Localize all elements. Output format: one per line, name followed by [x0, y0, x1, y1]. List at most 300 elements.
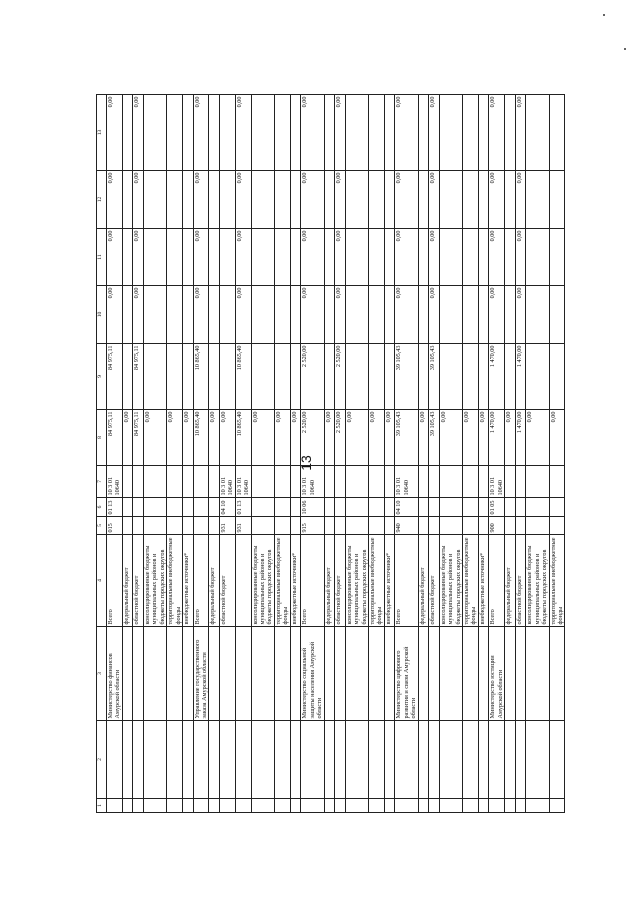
- table-cell: [368, 466, 384, 498]
- table-cell: консолидированные бюджеты муниципальных районов и бюджеты городских округов: [526, 535, 549, 627]
- table-cell: консолидированные бюджеты муниципальных районов и бюджеты городских округов: [251, 535, 274, 627]
- table-cell: 0,00: [335, 95, 346, 171]
- table-cell: 0,00: [133, 171, 144, 229]
- table-cell: [335, 627, 346, 721]
- table-cell: 1 470,00: [489, 344, 505, 410]
- table-cell: [505, 721, 516, 799]
- table-cell: [122, 799, 133, 813]
- table-cell: [345, 229, 368, 286]
- table-cell: внебюджетные источники*: [478, 535, 489, 627]
- table-cell: 0,00: [335, 171, 346, 229]
- table-cell: [324, 799, 335, 813]
- table-cell: [489, 721, 505, 799]
- table-cell: территориальные внебюджетные фонды: [274, 535, 290, 627]
- header-cell: 8: [97, 410, 107, 466]
- table-cell: [478, 171, 489, 229]
- table-cell: 10 3 01 10640: [395, 466, 418, 498]
- table-cell: 0,00: [107, 286, 123, 344]
- table-cell: 0,00: [335, 229, 346, 286]
- table-cell: [505, 95, 516, 171]
- table-cell: 0,00: [290, 410, 301, 466]
- table-cell: [478, 627, 489, 721]
- table-cell: [183, 229, 194, 286]
- table-cell: [368, 344, 384, 410]
- table-cell: 39 105,43: [395, 344, 418, 410]
- table-row: [418, 95, 429, 813]
- table-cell: [290, 344, 301, 410]
- table-cell: 01 05: [489, 498, 505, 517]
- table-cell: Всего: [395, 535, 418, 627]
- table-cell: [209, 286, 220, 344]
- table-cell: территориальные внебюджетные фонды: [549, 535, 565, 627]
- table-cell: 0,00: [549, 410, 565, 466]
- table-cell: [462, 498, 478, 517]
- table-cell: [290, 95, 301, 171]
- table-cell: 2 520,00: [335, 410, 346, 466]
- table-cell: [462, 466, 478, 498]
- table-cell: [478, 721, 489, 799]
- table-cell: 0,00: [235, 286, 251, 344]
- table-cell: [167, 344, 183, 410]
- table-cell: [462, 799, 478, 813]
- table-cell: [418, 95, 429, 171]
- table-cell: [274, 498, 290, 517]
- table-cell: [122, 229, 133, 286]
- table-cell: [478, 466, 489, 498]
- table-cell: [418, 721, 429, 799]
- table-cell: 940: [395, 517, 418, 535]
- table-cell: [133, 498, 144, 517]
- table-cell: 0,00: [301, 229, 324, 286]
- table-cell: 0,00: [133, 286, 144, 344]
- table-cell: [478, 498, 489, 517]
- table-row: [384, 95, 395, 813]
- table-cell: [478, 344, 489, 410]
- table-cell: [384, 344, 395, 410]
- table-cell: 900: [489, 517, 505, 535]
- table-cell: Управление государственного заказа Амурской области: [193, 627, 209, 721]
- table-cell: 10 3 01 10640: [301, 466, 324, 498]
- table-cell: 0,00: [167, 410, 183, 466]
- table-row: [515, 95, 526, 813]
- table-cell: [505, 517, 516, 535]
- table-cell: 0,00: [429, 229, 440, 286]
- table-cell: [505, 344, 516, 410]
- table-cell: [251, 344, 274, 410]
- table-cell: [183, 517, 194, 535]
- table-cell: 0,00: [418, 410, 429, 466]
- table-row: [324, 95, 335, 813]
- table-cell: [209, 799, 220, 813]
- table-cell: [209, 466, 220, 498]
- table-cell: [439, 286, 462, 344]
- table-cell: [418, 229, 429, 286]
- table-cell: [167, 627, 183, 721]
- table-cell: [515, 721, 526, 799]
- table-cell: 915: [301, 517, 324, 535]
- table-cell: [526, 171, 549, 229]
- table-cell: федеральный бюджет: [122, 535, 133, 627]
- table-cell: [183, 721, 194, 799]
- table-cell: 0,00: [395, 95, 418, 171]
- table-cell: [429, 466, 440, 498]
- table-cell: [274, 171, 290, 229]
- table-row: [274, 95, 290, 813]
- table-row: [220, 95, 236, 813]
- table-cell: [526, 229, 549, 286]
- table-cell: [144, 799, 167, 813]
- page-number: 13: [297, 455, 314, 471]
- table-cell: [251, 517, 274, 535]
- table-cell: 0,00: [301, 171, 324, 229]
- table-cell: 39 105,43: [429, 344, 440, 410]
- table-cell: [183, 171, 194, 229]
- table-cell: 0,00: [107, 95, 123, 171]
- table-cell: [489, 799, 505, 813]
- table-cell: 0,00: [193, 171, 209, 229]
- table-cell: [549, 286, 565, 344]
- table-cell: [193, 517, 209, 535]
- table-cell: 0,00: [235, 171, 251, 229]
- table-cell: [368, 627, 384, 721]
- table-cell: [167, 517, 183, 535]
- table-cell: [324, 344, 335, 410]
- table-cell: [439, 498, 462, 517]
- table-cell: [122, 517, 133, 535]
- table-cell: [324, 229, 335, 286]
- table-cell: [335, 517, 346, 535]
- table-cell: [418, 627, 429, 721]
- table-row: [505, 95, 516, 813]
- table-cell: [251, 95, 274, 171]
- table-cell: [368, 171, 384, 229]
- table-cell: [183, 286, 194, 344]
- table-cell: [439, 466, 462, 498]
- table-cell: [549, 498, 565, 517]
- table-cell: [209, 171, 220, 229]
- table-cell: областной бюджет: [429, 535, 440, 627]
- table-cell: [122, 627, 133, 721]
- table-row: [489, 95, 505, 813]
- table-cell: 0,00: [505, 410, 516, 466]
- table-cell: [368, 95, 384, 171]
- table-cell: 0,00: [335, 286, 346, 344]
- table-cell: 39 105,43: [395, 410, 418, 466]
- table-cell: [515, 517, 526, 535]
- table-cell: 0,00: [526, 410, 549, 466]
- table-cell: [478, 286, 489, 344]
- table-cell: [274, 466, 290, 498]
- table-row: [251, 95, 274, 813]
- table-cell: [462, 95, 478, 171]
- table-cell: [368, 498, 384, 517]
- table-cell: [144, 498, 167, 517]
- scan-speck: [624, 48, 626, 50]
- table-cell: [368, 229, 384, 286]
- table-row: [395, 95, 418, 813]
- table-cell: [418, 286, 429, 344]
- table-cell: [183, 498, 194, 517]
- table-cell: [345, 498, 368, 517]
- table-cell: 931: [235, 517, 251, 535]
- table-row: [167, 95, 183, 813]
- table-cell: [368, 721, 384, 799]
- table-cell: [418, 344, 429, 410]
- table-cell: 0,00: [439, 410, 462, 466]
- table-cell: [439, 627, 462, 721]
- table-cell: [526, 721, 549, 799]
- table-cell: 1 470,00: [515, 344, 526, 410]
- table-cell: [183, 466, 194, 498]
- table-cell: [251, 286, 274, 344]
- table-cell: [144, 229, 167, 286]
- table-cell: [290, 229, 301, 286]
- table-cell: [505, 498, 516, 517]
- table-cell: [144, 344, 167, 410]
- rotated-table-frame: [96, 95, 564, 813]
- table-cell: [251, 229, 274, 286]
- table-cell: [183, 344, 194, 410]
- table-cell: 1 470,00: [515, 410, 526, 466]
- table-cell: [274, 627, 290, 721]
- table-cell: [439, 721, 462, 799]
- table-cell: [167, 171, 183, 229]
- table-cell: [384, 229, 395, 286]
- table-cell: [122, 344, 133, 410]
- table-cell: [251, 799, 274, 813]
- table-cell: [324, 171, 335, 229]
- table-cell: 0,00: [274, 410, 290, 466]
- table-cell: 0,00: [183, 410, 194, 466]
- header-cell: 12: [97, 171, 107, 229]
- table-cell: [384, 627, 395, 721]
- table-cell: [515, 466, 526, 498]
- table-cell: 0,00: [220, 410, 236, 466]
- table-cell: [274, 286, 290, 344]
- table-cell: [107, 799, 123, 813]
- table-cell: [335, 466, 346, 498]
- table-cell: [345, 95, 368, 171]
- table-cell: 0,00: [515, 286, 526, 344]
- table-row: [144, 95, 167, 813]
- table-cell: 10 3 01 10640: [107, 466, 123, 498]
- table-cell: [549, 95, 565, 171]
- table-cell: 10 3 01 10640: [220, 466, 236, 498]
- header-cell: 10: [97, 286, 107, 344]
- table-cell: [251, 466, 274, 498]
- table-cell: областной бюджет: [133, 535, 144, 627]
- table-cell: [384, 517, 395, 535]
- table-cell: [144, 171, 167, 229]
- rotated-table-content: [96, 95, 564, 813]
- table-cell: 0,00: [107, 229, 123, 286]
- table-cell: [345, 627, 368, 721]
- table-cell: [167, 229, 183, 286]
- table-cell: [220, 344, 236, 410]
- table-cell: 0,00: [515, 229, 526, 286]
- table-cell: [220, 286, 236, 344]
- table-cell: [526, 627, 549, 721]
- table-cell: [274, 799, 290, 813]
- table-cell: [220, 95, 236, 171]
- table-cell: [183, 627, 194, 721]
- table-cell: [144, 286, 167, 344]
- table-cell: [515, 498, 526, 517]
- table-cell: [345, 721, 368, 799]
- table-cell: консолидированные бюджеты муниципальных районов и бюджеты городских округов: [439, 535, 462, 627]
- table-cell: 0,00: [122, 410, 133, 466]
- table-cell: [418, 171, 429, 229]
- table-cell: [439, 229, 462, 286]
- table-cell: [167, 95, 183, 171]
- table-cell: 04 10: [395, 498, 418, 517]
- table-row: [209, 95, 220, 813]
- table-cell: Всего: [193, 535, 209, 627]
- table-cell: [384, 171, 395, 229]
- table-cell: [429, 799, 440, 813]
- table-row: [478, 95, 489, 813]
- table-cell: 84 975,11: [133, 410, 144, 466]
- table-cell: [526, 466, 549, 498]
- table-cell: 0,00: [489, 171, 505, 229]
- table-cell: [220, 721, 236, 799]
- header-cell: 2: [97, 721, 107, 799]
- table-cell: консолидированные бюджеты муниципальных районов и бюджеты городских округов: [345, 535, 368, 627]
- table-cell: [301, 721, 324, 799]
- table-cell: [345, 344, 368, 410]
- table-cell: 10 3 01 10640: [489, 466, 505, 498]
- table-cell: 0,00: [133, 95, 144, 171]
- table-cell: [505, 627, 516, 721]
- header-cell: 3: [97, 627, 107, 721]
- table-cell: [368, 799, 384, 813]
- table-cell: 0,00: [489, 95, 505, 171]
- table-cell: [274, 95, 290, 171]
- table-cell: Министерство юстиции Амурской области: [489, 627, 505, 721]
- table-row: [549, 95, 565, 813]
- table-cell: 0,00: [193, 95, 209, 171]
- table-cell: [251, 721, 274, 799]
- table-cell: [478, 95, 489, 171]
- table-cell: 10 865,40: [193, 344, 209, 410]
- table-cell: 0,00: [133, 229, 144, 286]
- table-cell: [439, 344, 462, 410]
- table-row: [462, 95, 478, 813]
- table-cell: 0,00: [489, 286, 505, 344]
- table-cell: [549, 517, 565, 535]
- table-cell: [209, 344, 220, 410]
- table-cell: [462, 286, 478, 344]
- table-row: [345, 95, 368, 813]
- header-cell: 9: [97, 344, 107, 410]
- table-cell: 39 105,43: [429, 410, 440, 466]
- table-cell: [345, 799, 368, 813]
- table-cell: [144, 95, 167, 171]
- table-cell: [290, 466, 301, 498]
- table-cell: 2 520,00: [335, 344, 346, 410]
- table-cell: Всего: [301, 535, 324, 627]
- table-cell: территориальные внебюджетные фонды: [368, 535, 384, 627]
- header-cell: 6: [97, 498, 107, 517]
- header-cell: 11: [97, 229, 107, 286]
- table-cell: [549, 344, 565, 410]
- table-cell: [368, 517, 384, 535]
- table-cell: [526, 799, 549, 813]
- table-cell: [462, 171, 478, 229]
- table-cell: [122, 721, 133, 799]
- table-cell: [235, 627, 251, 721]
- table-cell: 0,00: [144, 410, 167, 466]
- table-cell: федеральный бюджет: [209, 535, 220, 627]
- table-cell: федеральный бюджет: [505, 535, 516, 627]
- table-cell: территориальные внебюджетные фонды: [167, 535, 183, 627]
- header-cell: 7: [97, 466, 107, 498]
- table-cell: [549, 229, 565, 286]
- table-cell: [345, 466, 368, 498]
- table-cell: [274, 517, 290, 535]
- table-cell: [395, 799, 418, 813]
- table-cell: 0,00: [429, 171, 440, 229]
- table-cell: [526, 498, 549, 517]
- table-cell: [290, 171, 301, 229]
- table-cell: [505, 229, 516, 286]
- table-cell: [395, 721, 418, 799]
- table-cell: областной бюджет: [515, 535, 526, 627]
- table-cell: 0,00: [515, 95, 526, 171]
- table-cell: 0,00: [395, 229, 418, 286]
- scan-speck: [603, 14, 605, 16]
- table-cell: [418, 799, 429, 813]
- table-cell: федеральный бюджет: [418, 535, 429, 627]
- table-cell: 0,00: [209, 410, 220, 466]
- table-cell: [324, 286, 335, 344]
- table-cell: 10 06: [301, 498, 324, 517]
- table-cell: [122, 286, 133, 344]
- table-cell: внебюджетные источники*: [290, 535, 301, 627]
- table-row: [193, 95, 209, 813]
- table-cell: областной бюджет: [220, 535, 236, 627]
- table-cell: [429, 517, 440, 535]
- table-cell: [324, 627, 335, 721]
- table-cell: [167, 286, 183, 344]
- table-cell: [345, 286, 368, 344]
- table-cell: [209, 498, 220, 517]
- table-cell: 015: [107, 517, 123, 535]
- table-cell: [144, 721, 167, 799]
- table-cell: [274, 721, 290, 799]
- header-cell: 1: [97, 799, 107, 813]
- table-cell: [193, 498, 209, 517]
- table-cell: 0,00: [462, 410, 478, 466]
- table-cell: [290, 286, 301, 344]
- table-cell: Всего: [489, 535, 505, 627]
- table-cell: территориальные внебюджетные фонды: [462, 535, 478, 627]
- table-cell: [462, 229, 478, 286]
- table-cell: 0,00: [429, 95, 440, 171]
- table-row: [439, 95, 462, 813]
- table-cell: [133, 799, 144, 813]
- table-cell: [549, 721, 565, 799]
- table-cell: 0,00: [489, 229, 505, 286]
- header-cell: 13: [97, 95, 107, 171]
- table-cell: [505, 466, 516, 498]
- table-cell: [439, 799, 462, 813]
- table-cell: [144, 627, 167, 721]
- table-cell: [251, 171, 274, 229]
- table-cell: [439, 171, 462, 229]
- table-cell: [324, 498, 335, 517]
- table-cell: [384, 721, 395, 799]
